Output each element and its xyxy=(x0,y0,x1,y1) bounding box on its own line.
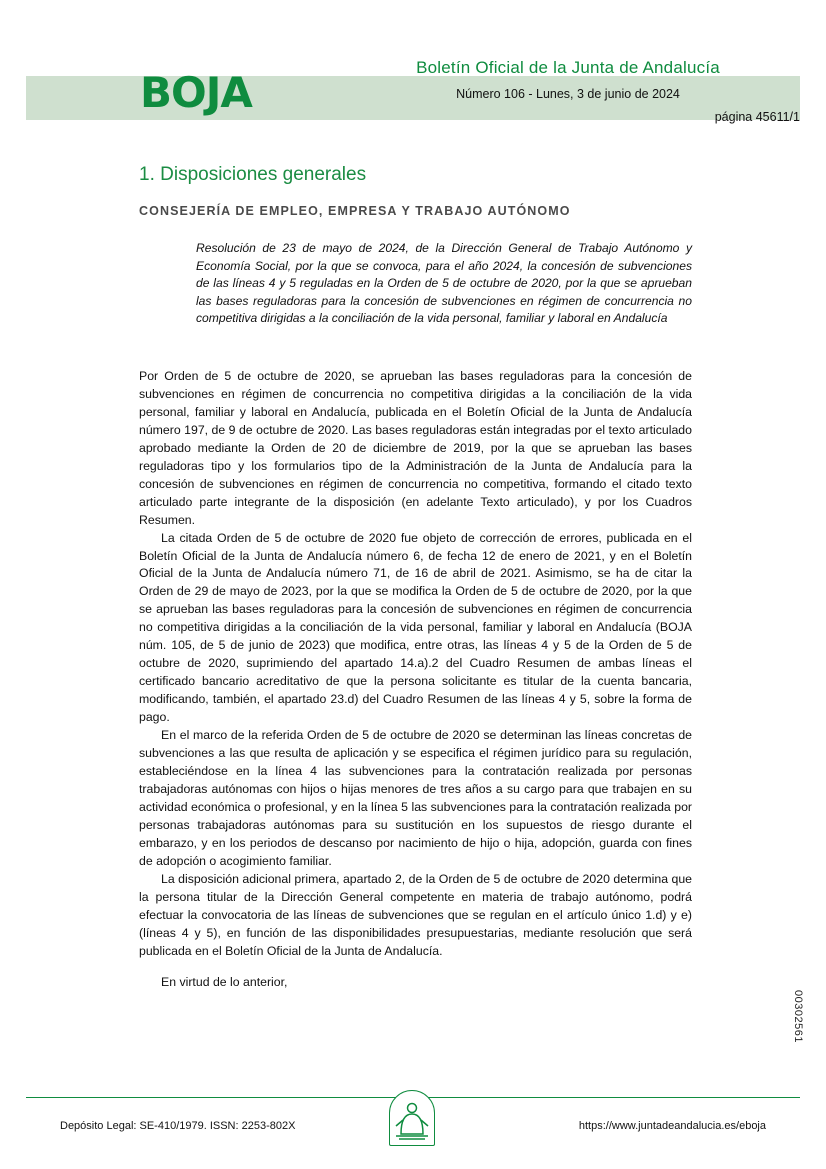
resolution-summary: Resolución de 23 de mayo de 2024, de la Dirección General de Trabajo Autónomo y Economía Social, por la que se convoca, para el año 2024, la concesión de subvenciones de las líneas 4 y 5 reguladas en la Orden de 5 de octubre de 2020, por la que se aprueban las bases reguladoras para la concesión de subvenciones en régimen de concurrencia no competitiva dirigidas a la conciliación de la vida personal, familiar y laboral en Andalucía xyxy=(196,241,692,326)
bulletin-title: Boletín Oficial de la Junta de Andalucía xyxy=(416,58,720,77)
document-side-code: 00302561 xyxy=(792,990,804,1043)
page-header xyxy=(0,58,826,138)
emblem-figure-icon xyxy=(389,1090,437,1148)
boja-logo: BOJA xyxy=(140,68,252,117)
body-paragraph: La disposición adicional primera, apartado 2, de la Orden de 5 de octubre de 2020 determina que la persona titular de la Dirección General competente en materia de trabajo autónomo, podrá efectuar la convocatoria de las líneas de subvenciones que se regulan en el artículo único 1.d) y e) (líneas 4 y 5), en función de las disponibilidades presupuestarias, mediante resolución que será publicada en el Boletín Oficial de la Junta de Andalucía. xyxy=(139,871,692,958)
body-paragraph: En el marco de la referida Orden de 5 de octubre de 2020 se determinan las líneas concretas de subvenciones a las que resulta de aplicación y se especifica el régimen jurídico para su regulación, estableciéndose en la línea 4 las subvenciones para la contratación realizada por personas trabajadoras autónomas con hijos o hijas menores de tres años a su cargo para que trabajen en su actividad económica o profesional, y en la línea 5 las subvenciones para la contratación realizada por personas trabajadoras autónomas para su sustitución en los supuestos de riesgo durante el embarazo, y en los periodos de descanso por nacimiento de hijo o hija, adopción, guarda con fines de adopción o acogimiento familiar. xyxy=(139,728,692,868)
footer-url: https://www.juntadeandalucia.es/eboja xyxy=(578,1120,766,1132)
bulletin-issue: Número 106 - Lunes, 3 de junio de 2024 xyxy=(456,87,680,101)
junta-andalucia-emblem-icon xyxy=(389,1090,437,1148)
section-title: 1. Disposiciones generales xyxy=(139,164,367,185)
body-closing: En virtud de lo anterior, xyxy=(161,975,288,990)
document-body xyxy=(139,368,692,992)
issuing-organism: CONSEJERÍA DE EMPLEO, EMPRESA Y TRABAJO AUTÓNOMO xyxy=(139,204,571,218)
footer-legal: Depósito Legal: SE-410/1979. ISSN: 2253-802X xyxy=(60,1120,296,1132)
body-paragraph: Por Orden de 5 de octubre de 2020, se aprueban las bases reguladoras para la concesión de subvenciones en régimen de concurrencia no competitiva dirigidas a la conciliación de la vida personal, familiar y laboral en Andalucía, publicada en el Boletín Oficial de la Junta de Andalucía número 197, de 9 de octubre de 2020. Las bases reguladoras están integradas por el texto articulado aprobado mediante la Orden de 20 de diciembre de 2019, por la que se aprueban las bases reguladoras tipo y los formularios tipo de la Administración de la Junta de Andalucía para la concesión de subvenciones en régimen de concurrencia no competitiva, formando el citado texto articulado parte integrante de la disposición (en adelante Texto articulado), y por los Cuadros Resumen. xyxy=(139,369,692,527)
page-number: página 45611/1 xyxy=(714,110,800,124)
body-paragraph: La citada Orden de 5 de octubre de 2020 fue objeto de corrección de errores, publicada en el Boletín Oficial de la Junta de Andalucía número 6, de fecha 12 de enero de 2021, y en el Boletín Oficial de la Junta de Andalucía número 71, de 16 de abril de 2021. Asimismo, se ha de citar la Orden de 29 de mayo de 2023, por la que se modifica la Orden de 5 de octubre de 2020, por la que se aprueban las bases reguladoras para la concesión de subvenciones en régimen de concurrencia no competitiva dirigidas a la conciliación de la vida personal, familiar y laboral en Andalucía (BOJA núm. 105, de 5 de junio de 2023) que modifica, entre otras, las líneas 4 y 5 de la Orden de 5 de octubre de 2020, suprimiendo del apartado 14.a).2 del Cuadro Resumen de ambas líneas el certificado bancario acreditativo de que la persona solicitante es titular de la cuenta bancaria, modificando, también, el apartado 23.d) del Cuadro Resumen de las líneas 4 y 5, sobre la forma de pago. xyxy=(139,530,692,725)
